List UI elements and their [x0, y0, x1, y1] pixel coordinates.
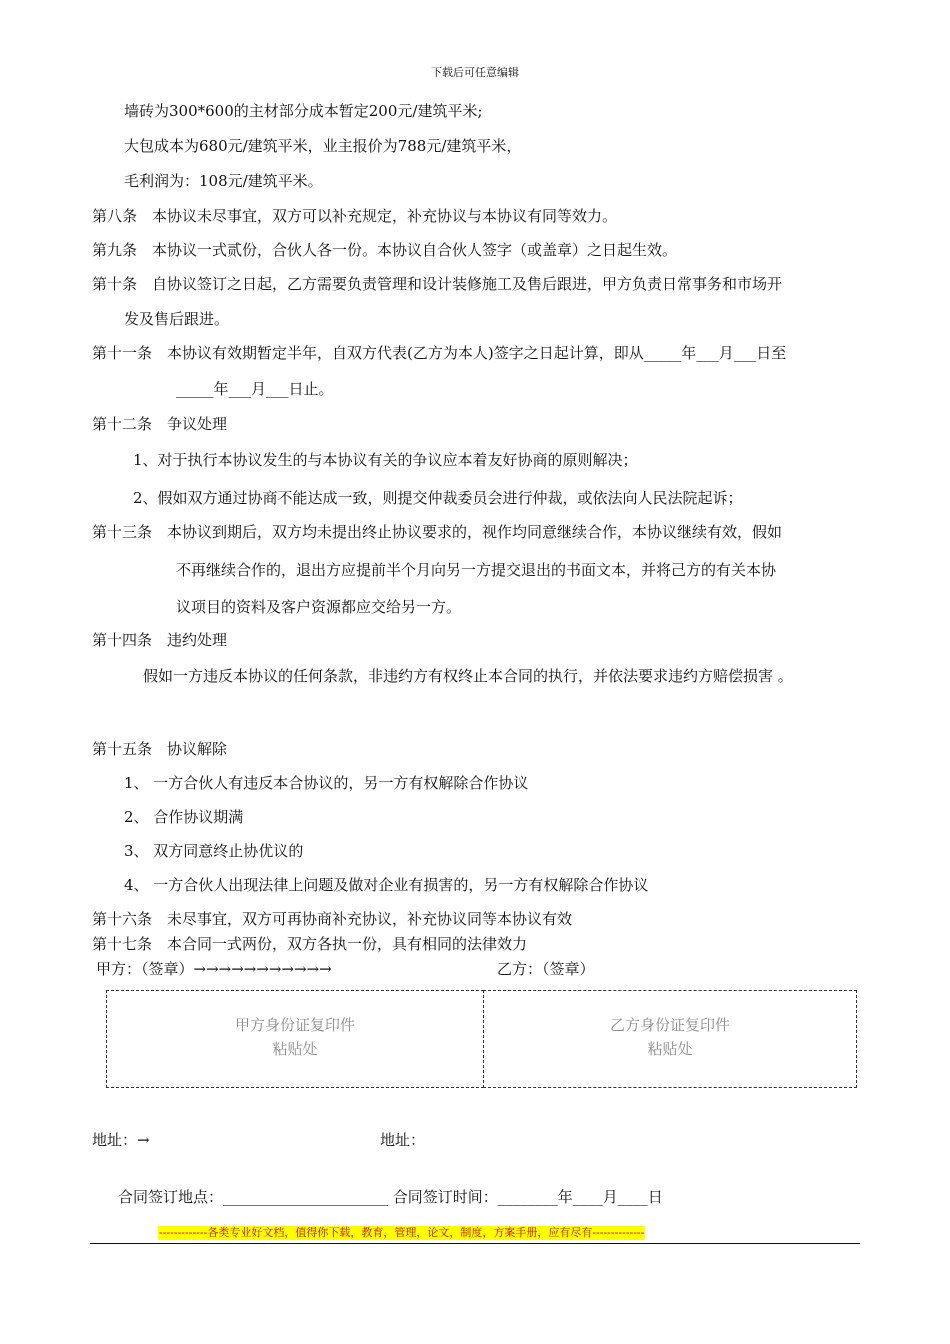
- party-a-paste-label: 粘贴处: [272, 1040, 318, 1058]
- article-12-item-2: 2、假如双方通过协商不能达成一致，则提交仲裁委员会进行仲裁，或依法向人民法院起诉；: [133, 489, 743, 507]
- article-15: 第十五条 协议解除: [92, 740, 228, 758]
- article-8: 第八条 本协议未尽事宜，双方可以补充规定，补充协议与本协议有同等效力。: [92, 207, 618, 225]
- article-10: 第十条 自协议签订之日起，乙方需要负责管理和设计装修施工及售后跟进，甲方负责日常事务和市场开: [92, 275, 783, 293]
- party-b-paste-label: 粘贴处: [647, 1040, 693, 1058]
- body-line: 墙砖为300*600的主材部分成本暂定200元/建筑平米;: [124, 102, 483, 120]
- party-a-id-box: [106, 990, 484, 1088]
- party-b-signature: 乙方：（签章）: [497, 960, 595, 978]
- signing-place-time: 合同签订地点：______________________ 合同签订时间：________年____月____日: [118, 1188, 663, 1206]
- article-13-cont: 议项目的资料及客户资源都应交给另一方。: [176, 598, 462, 616]
- article-12-item-1: 1、对于执行本协议发生的与本协议有关的争议应本着友好协商的原则解决；: [133, 451, 638, 469]
- party-b-address: 地址：: [380, 1131, 426, 1149]
- party-a-signature: 甲方：（签章）→→→→→→→→→→→: [96, 960, 332, 978]
- article-11-cont: _____年___月___日止。: [176, 380, 334, 398]
- article-16: 第十六条 未尽事宜，双方可再协商补充协议，补充协议同等本协议有效: [92, 910, 573, 928]
- body-line: 大包成本为680元/建筑平米，业主报价为788元/建筑平米，: [124, 137, 522, 155]
- article-11: 第十一条 本协议有效期暂定半年，自双方代表(乙方为本人)签字之日起计算，即从_____年___月___日至: [92, 344, 787, 362]
- article-14-text: 假如一方违反本协议的任何条款，非违约方有权终止本合同的执行，并依法要求违约方赔偿损害 。: [143, 667, 793, 685]
- party-a-address: 地址：→: [92, 1131, 150, 1149]
- party-b-id-box: [483, 990, 857, 1088]
- article-15-item-4: 4、 一方合伙人出现法律上问题及做对企业有损害的，另一方有权解除合作协议: [124, 876, 649, 894]
- page-header: 下载后可任意编辑: [431, 66, 519, 79]
- footer-rule: [90, 1243, 860, 1244]
- article-13: 第十三条 本协议到期后，双方均未提出终止协议要求的，视作均同意继续合作，本协议继续有效，假如: [92, 523, 783, 541]
- article-15-item-3: 3、 双方同意终止协优议的: [124, 842, 304, 860]
- footer-banner: -------------各类专业好文档，值得你下载，教育，管理，论文，制度，方案手册，应有尽有--------------: [159, 1226, 645, 1239]
- party-b-id-label: 乙方身份证复印件: [609, 1016, 730, 1034]
- article-15-item-1: 1、 一方合伙人有违反本合协议的，另一方有权解除合作协议: [124, 774, 529, 792]
- body-line: 毛利润为：108元/建筑平米。: [124, 172, 323, 190]
- article-13-cont: 不再继续合作的，退出方应提前半个月向另一方提交退出的书面文本，并将己方的有关本协: [176, 561, 777, 579]
- article-9: 第九条 本协议一式贰份，合伙人各一份。本协议自合伙人签字（或盖章）之日起生效。: [92, 241, 678, 259]
- article-15-item-2: 2、 合作协议期满: [124, 808, 244, 826]
- article-17: 第十七条 本合同一式两份，双方各执一份，具有相同的法律效力: [92, 935, 528, 953]
- article-14: 第十四条 违约处理: [92, 631, 228, 649]
- article-12: 第十二条 争议处理: [92, 415, 228, 433]
- article-10-cont: 发及售后跟进。: [124, 310, 230, 328]
- party-a-id-label: 甲方身份证复印件: [234, 1016, 355, 1034]
